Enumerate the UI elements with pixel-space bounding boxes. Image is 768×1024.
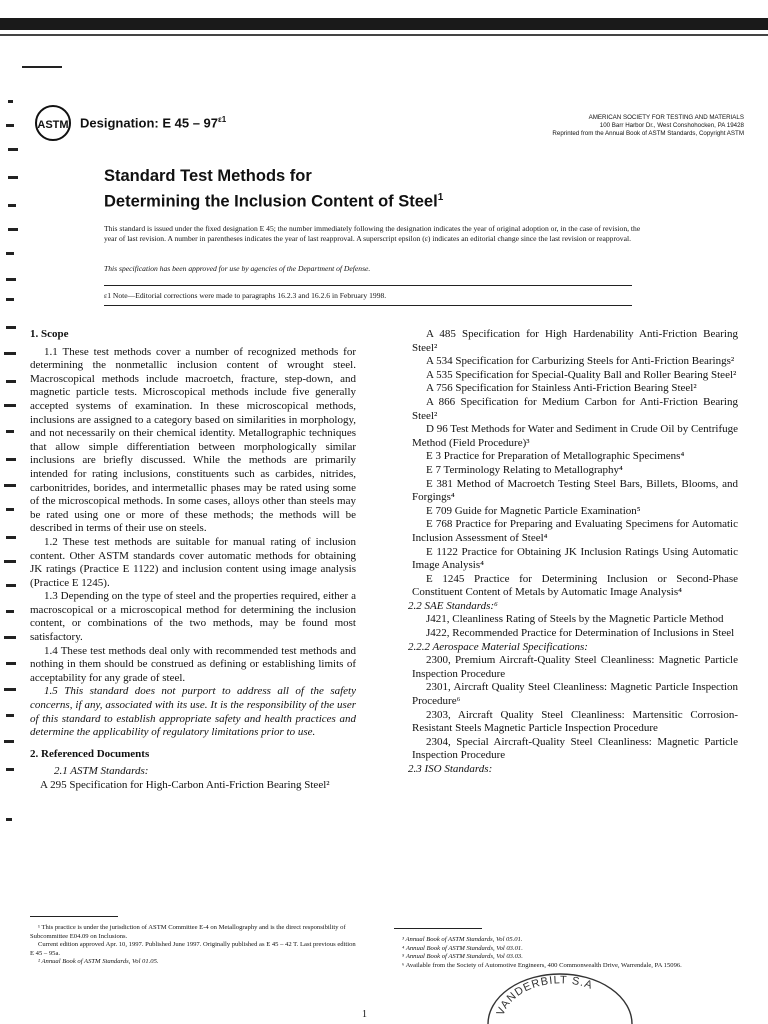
reference-entry: D 96 Test Methods for Water and Sediment in Crude Oil by Centrifuge Method (Field Procedure)³ [412, 423, 738, 449]
vanderbilt-stamp [480, 966, 640, 1024]
reference-entry: E 1122 Practice for Obtaining JK Inclusion Ratings Using Automatic Image Analysis⁴ [412, 545, 738, 572]
reference-entry: A 756 Specification for Stainless Anti-Friction Bearing Steel² [426, 382, 697, 395]
page-number: 1 [362, 1009, 367, 1020]
publisher-line: 100 Barr Harbor Dr., West Conshohocken, PA 19428 [599, 122, 744, 129]
astm-logo-icon [34, 104, 72, 142]
footnote: ⁵ Annual Book of ASTM Standards, Vol 03.03. [402, 953, 523, 961]
reference-entry: E 3 Practice for Preparation of Metallographic Specimens⁴ [426, 450, 685, 463]
paragraph: 1.4 These test methods deal only with recommended test methods and nothing in them should be construed as defining or establishing limits of acceptability for any grade of steel. [30, 644, 356, 684]
publisher-line: Reprinted from the Annual Book of ASTM Standards, Copyright ASTM [552, 130, 744, 137]
dod-approval: This specification has been approved for use by agencies of the Department of Defense. [104, 264, 371, 273]
divider [104, 305, 632, 306]
reference-entry: 2300, Premium Aircraft-Quality Steel Cleanliness: Magnetic Particle Inspection Procedure [412, 654, 738, 680]
reference-entry: 2303, Aircraft Quality Steel Cleanliness: Martensitic Corrosion-Resistant Steels Magnetic Particle Inspection Procedure [412, 708, 738, 735]
footnote-rule [394, 928, 482, 929]
reference-entry: 2304, Special Aircraft-Quality Steel Cleanliness: Magnetic Particle Inspection Procedure [412, 735, 738, 762]
subheading: 2.1 ASTM Standards: [54, 765, 149, 778]
editorial-note: ε1 Note—Editorial corrections were made to paragraphs 16.2.3 and 16.2.6 in February 1998. [104, 291, 387, 300]
reference-entry: A 866 Specification for Medium Carbon for Anti-Friction Bearing Steel² [412, 395, 738, 422]
svg-text:VANDERBILT S.A [495, 974, 595, 1017]
paragraph: 1.1 These test methods cover a number of recognized methods for determining the nonmetallic inclusion content of wrought steel. Macroscopical methods include macroetch, fracture, step-down, and magnetic particle tests. Microscopical methods include five generally accepted systems of examination. In these microscopical methods, inclusions are assigned to a category based on similarities in morphology, and not necessarily on their chemical identity. Metallographic techniques that allow simple differentiation between morphologically similar inclusions are briefly discussed. While the methods are primarily intended for rating inclusions, constituents such as carbides, nitrides, carbonitrides, borides, and intermetallic phases may be rated using some of the microscopical methods. In some cases, alloys other than steels may be rated using one or more of these methods; the methods will be described in terms of their use on steels. [30, 345, 356, 535]
footnote: ² Annual Book of ASTM Standards, Vol 01.05. [38, 958, 159, 966]
reference-entry: A 535 Specification for Special-Quality Ball and Roller Bearing Steel² [426, 368, 737, 381]
footnote: Current edition approved Apr. 10, 1997. Published June 1997. Originally published as E 45 – 42 T. Last previous edition E 45 – 95a. [30, 941, 356, 957]
reference-entry: J422, Recommended Practice for Determination of Inclusions in Steel [426, 627, 735, 640]
divider [104, 285, 632, 286]
reference-entry: A 295 Specification for High-Carbon Anti-Friction Bearing Steel² [40, 779, 330, 791]
stamp-text: VANDERBILT S.A [494, 974, 595, 1018]
publisher-block [414, 114, 744, 138]
designation: Designation: E $45 - 97^{\varepsilon 1}$ [80, 115, 227, 131]
footnotes-left [30, 924, 356, 967]
astm-logo-text: ASTM [37, 119, 69, 131]
publisher-line: AMERICAN SOCIETY FOR TESTING AND MATERIALS [588, 114, 744, 121]
footnote: ³ Annual Book of ASTM Standards, Vol 05.01. [402, 936, 523, 943]
paragraph: 1.2 These test methods are suitable for manual rating of inclusion content. Other ASTM standards cover automatic methods for obtaining JK ratings (Practice E 1122) and inclusion content using image analysis (Practice E 1245). [30, 535, 356, 589]
section-heading-referenced-documents: 2. Referenced Documents [30, 747, 150, 760]
footnote: ⁴ Annual Book of ASTM Standards, Vol 03.01. [402, 944, 523, 952]
standard-notice: This standard is issued under the fixed designation E 45; the number immediately following the designation indicates the year of original adoption or, in the case of revision, the year of last revision. A number in parentheses indicates the year of last reapproval. A superscript epsilon (ε) indicates an editorial change since the last revision or reapproval. [104, 224, 641, 243]
reference-entry: 2301, Aircraft Quality Steel Cleanliness: Magnetic Particle Inspection Procedure⁶ [412, 681, 738, 708]
reference-entry: E 7 Terminology Relating to Metallography⁴ [426, 463, 623, 476]
reference-entry: E 381 Method of Macroetch Testing Steel Bars, Billets, Blooms, and Forgings⁴ [412, 477, 738, 504]
right-column [394, 328, 738, 777]
reference-entry: E 768 Practice for Preparing and Evaluating Specimens for Automatic Inclusion Assessment of Steel⁴ [412, 518, 738, 544]
document-title: Standard Test Methods for Determining the Inclusion Content of Steel$^1$ [104, 167, 444, 211]
paragraph: 1.5 This standard does not purport to address all of the safety concerns, if any, associated with its use. It is the responsibility of the user of this standard to establish appropriate safety and health practices and determine the applicability of regulatory limitations prior to use. [30, 685, 356, 739]
reference-entry: J421, Cleanliness Rating of Steels by the Magnetic Particle Method [426, 613, 724, 626]
subheading: 2.3 ISO Standards: [408, 763, 493, 775]
reference-entry: E 709 Guide for Magnetic Particle Examination⁵ [426, 504, 641, 517]
left-column [30, 328, 356, 793]
reference-entry: A 485 Specification for High Hardenability Anti-Friction Bearing Steel² [412, 328, 738, 354]
subheading: 2.2 SAE Standards:⁶ [408, 599, 498, 612]
subheading: 2.2.2 Aerospace Material Specifications: [408, 640, 588, 653]
reference-entry: E 1245 Practice for Determining Inclusion or Second-Phase Constituent Content of Metals by Automatic Image Analysis⁴ [412, 572, 738, 599]
footnote-rule [30, 916, 118, 917]
footnote: ¹ This practice is under the jurisdiction of ASTM Committee E-4 on Metallography and is the direct responsibility of Subcommittee E04.09 on Inclusions. [30, 924, 346, 940]
reference-entry: A 534 Specification for Carburizing Steels for Anti-Friction Bearings² [426, 355, 735, 368]
paragraph: 1.3 Depending on the type of steel and the properties required, either a macroscopical or a microscopical method for determining the inclusion content, or combinations of the two methods, may be found most satisfactory. [30, 590, 356, 644]
footnote: ⁶ Available from the Society of Automotive Engineers, 400 Commonwealth Drive, Warrendale, PA 15096. [402, 961, 682, 969]
section-heading-scope: 1. Scope [30, 328, 69, 340]
